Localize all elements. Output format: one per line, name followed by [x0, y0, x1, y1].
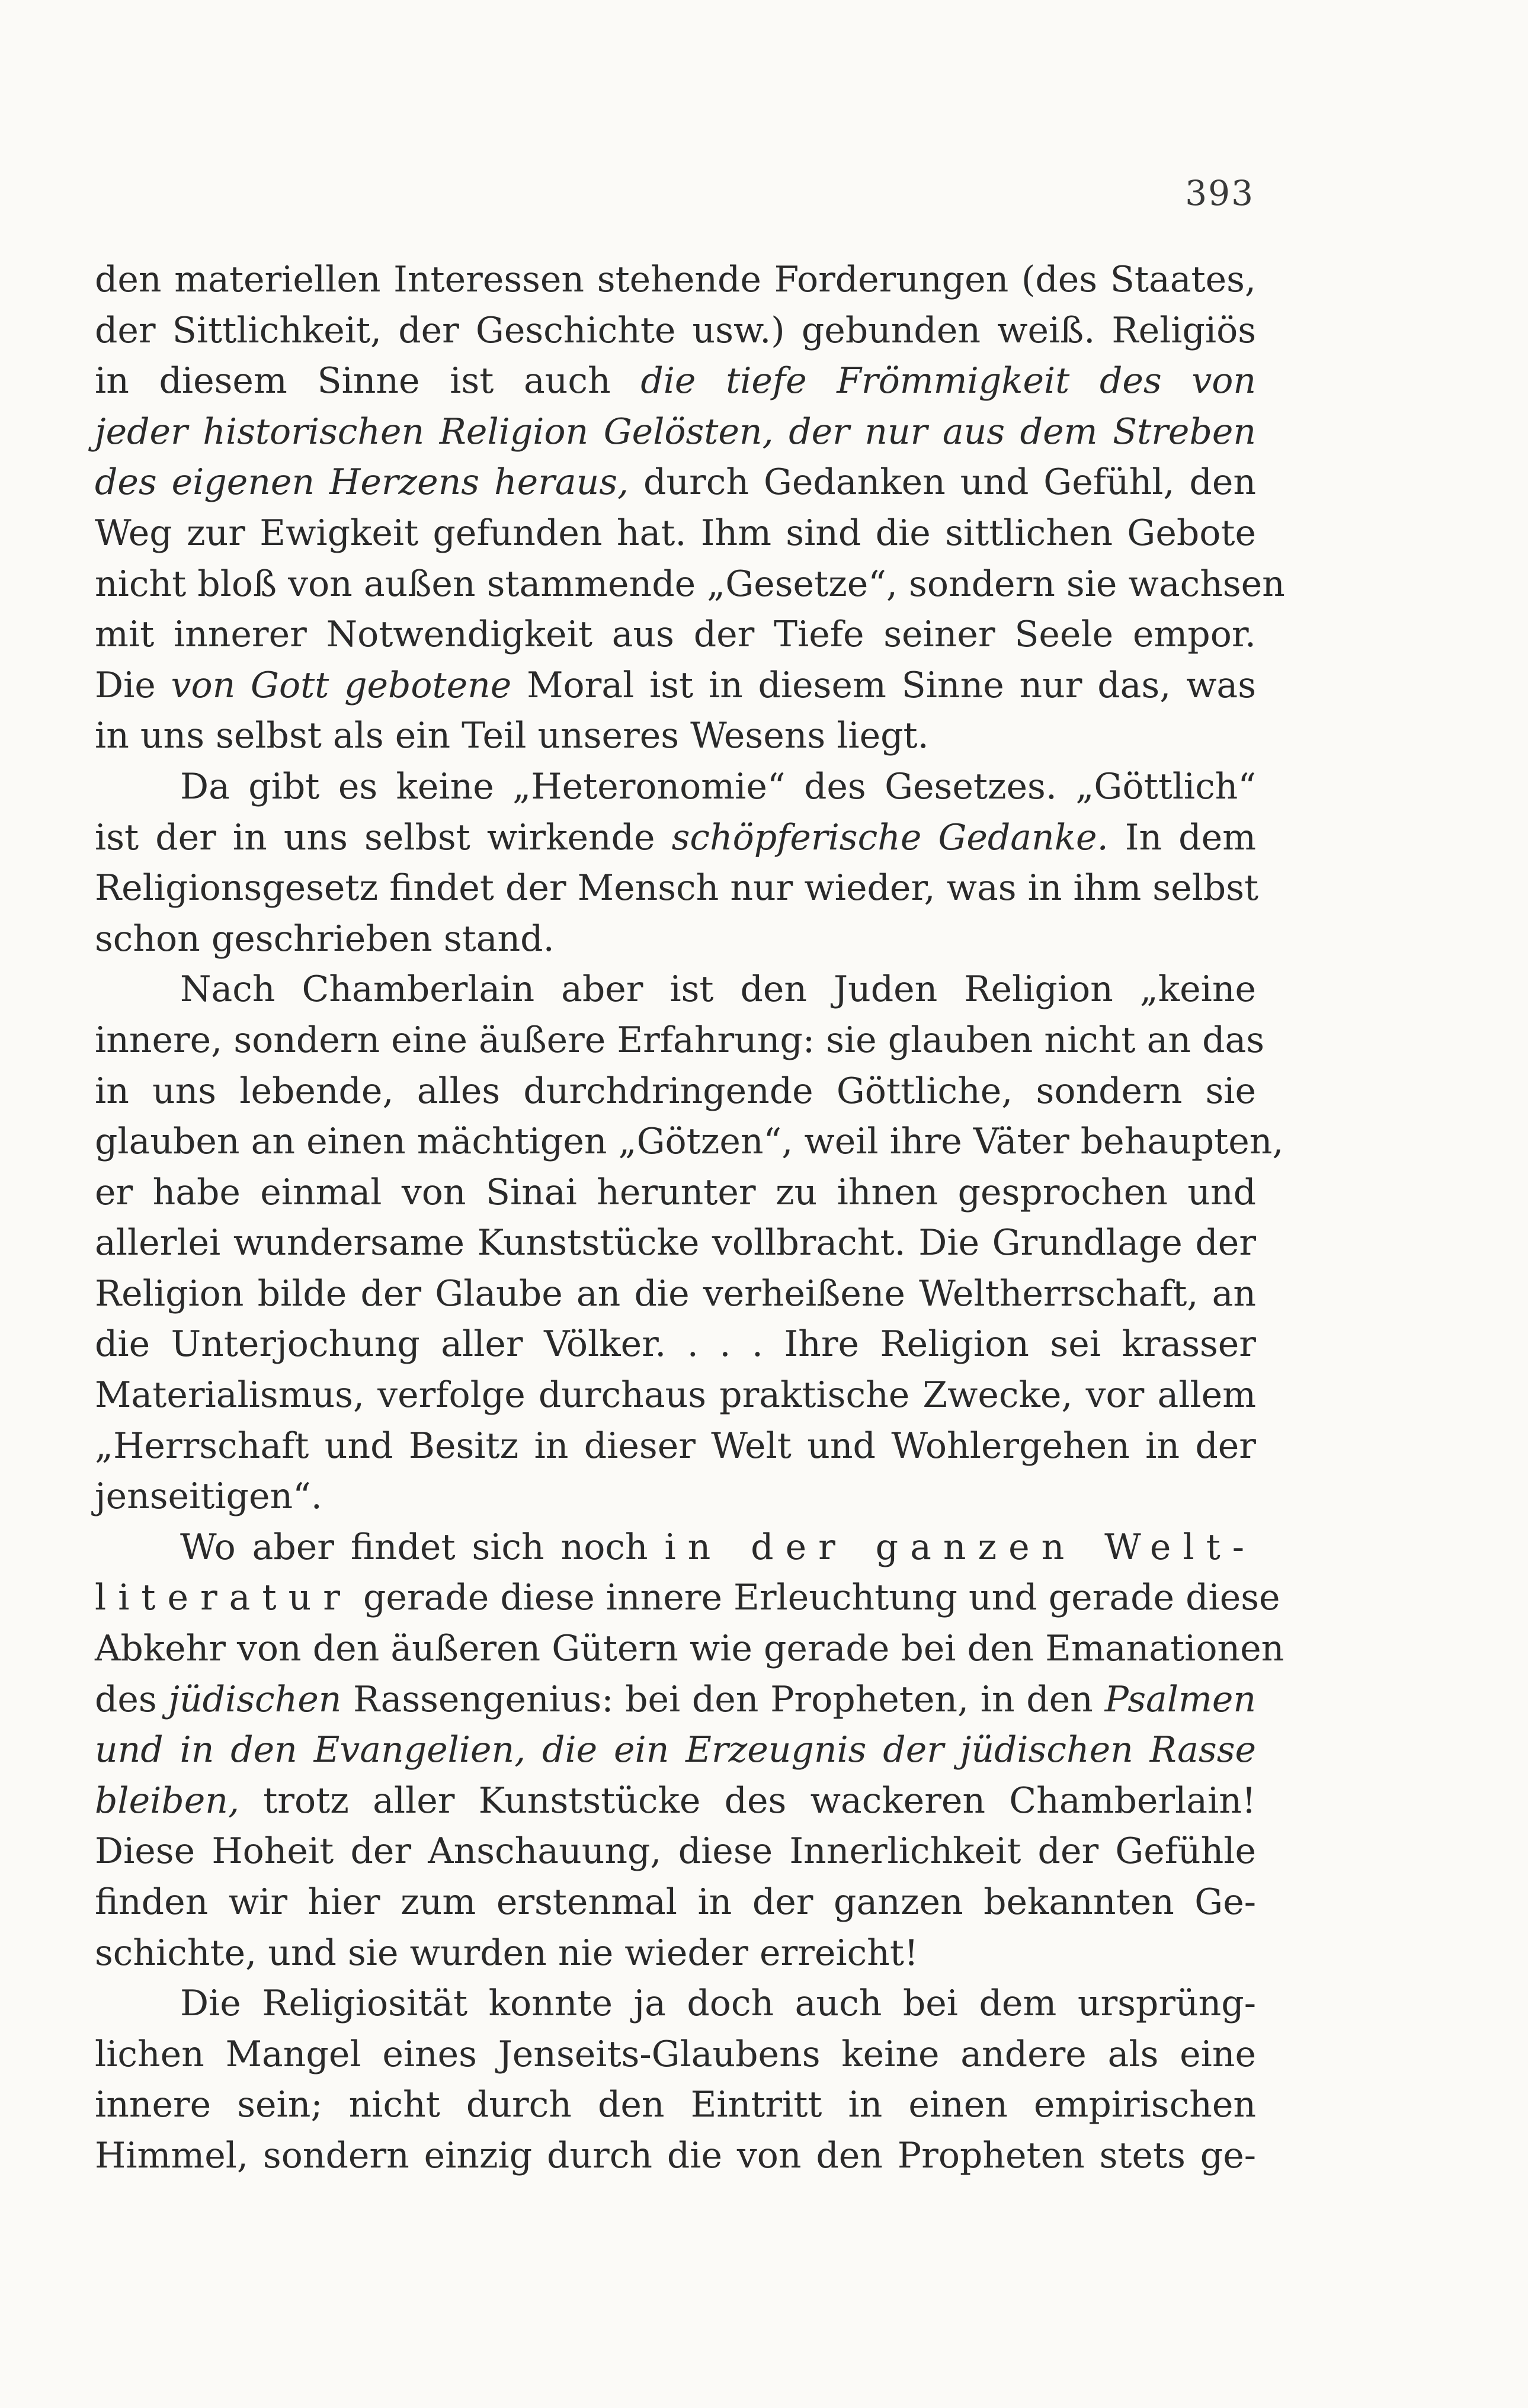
text-segment: „Herrschaft und Besitz in dieser Welt und Wohlergehen in der [95, 1425, 1256, 1467]
text-line [95, 2029, 1256, 2080]
text-segment: in uns selbst als ein Teil unseres Wesens liegt. [95, 715, 929, 757]
text-line [95, 1421, 1256, 1472]
text-line [95, 1522, 1256, 1573]
text-line [95, 863, 1259, 914]
text-segment: jenseitigen“. [95, 1476, 322, 1518]
text-line [95, 1471, 1256, 1522]
text-segment: Wo aber findet sich noch [180, 1526, 665, 1568]
text-segment: Rassengenius: bei den Propheten, in den [341, 1678, 1105, 1720]
text-line [95, 1979, 1256, 2029]
text-segment: er habe einmal von Sinai herunter zu ihnen gesprochen und [95, 1171, 1256, 1213]
text-line [95, 1117, 1284, 1168]
text-line [95, 813, 1256, 864]
text-segment: durch Gedanken und Gefühl, den [629, 461, 1256, 504]
text-line [95, 610, 1256, 660]
text-line [95, 1776, 1256, 1827]
text-segment: schichte, und sie wurden nie wieder erreicht! [95, 1932, 919, 1974]
text-line [95, 1573, 1280, 1624]
page-number: 393 [1185, 173, 1254, 213]
text-segment: glauben an einen mächtigen „Götzen“, weil ihre Väter behaupten, [95, 1121, 1284, 1163]
text-segment: mit innerer Notwendigkeit aus der Tiefe seiner Seele empor. [95, 614, 1256, 656]
text-line [95, 1877, 1256, 1928]
text-segment: in diesem Sinne ist auch [95, 360, 641, 402]
text-line [95, 306, 1256, 357]
text-segment: In dem [1108, 816, 1256, 858]
text-segment: den materiellen Interessen stehende Forderungen (des Staates, [95, 259, 1256, 300]
text-line [95, 407, 1256, 458]
text-segment: Materialismus, verfolge durchaus praktische Zwecke, vor allem [95, 1374, 1256, 1416]
text-line [95, 964, 1256, 1015]
text-segment: Die [95, 664, 171, 706]
spaced-segment: in der ganzen Welt- [664, 1526, 1256, 1568]
text-segment: finden wir hier zum erstenmal in der ganzen bekannten Ge- [95, 1881, 1256, 1923]
text-line [95, 1319, 1256, 1370]
text-segment: innere, sondern eine äußere Erfahrung: sie glauben nicht an das [95, 1019, 1265, 1061]
italic-segment: bleiben, [95, 1779, 239, 1822]
italic-segment: und in den Evangelien, die ein Erzeugnis der jüdischen Rasse [95, 1729, 1256, 1771]
italic-segment: die tiefe Frömmigkeit des von [640, 360, 1256, 402]
text-line [95, 1269, 1256, 1320]
text-segment: Abkehr von den äußeren Gütern wie gerade bei den Emanationen [95, 1628, 1284, 1670]
text-segment: Moral ist in diesem Sinne nur das, was [511, 664, 1256, 706]
text-line [95, 1066, 1256, 1117]
text-line [95, 1725, 1256, 1776]
text-line [95, 2080, 1256, 2131]
text-line [95, 660, 1256, 711]
text-segment: trotz aller Kunststücke des wackeren Chamberlain! [239, 1779, 1256, 1822]
text-segment: Weg zur Ewigkeit gefunden hat. Ihm sind die sittlichen Gebote [95, 512, 1256, 554]
text-segment: Himmel, sondern einzig durch die von den Propheten stets ge- [95, 2134, 1256, 2176]
text-line [95, 1826, 1256, 1877]
text-line [95, 1168, 1256, 1219]
text-line [95, 255, 1256, 306]
text-line [95, 559, 1285, 610]
italic-segment: jeder historischen Religion Gelösten, der nur aus dem Streben [95, 411, 1256, 453]
text-line [95, 762, 1256, 813]
text-line [95, 1370, 1256, 1421]
text-segment: lichen Mangel eines Jenseits-Glaubens keine andere als eine [95, 2033, 1256, 2075]
body-text [95, 255, 1285, 2182]
text-segment: gerade diese innere Erleuchtung und gerade diese [351, 1577, 1280, 1619]
text-segment: allerlei wundersame Kunststücke vollbracht. Die Grundlage der [95, 1222, 1256, 1264]
spaced-segment: literatur [95, 1577, 352, 1619]
italic-segment: jüdischen [168, 1678, 342, 1720]
text-segment: die Unterjochung aller Völker. . . . Ihre Religion sei krasser [95, 1323, 1256, 1365]
text-line [95, 1015, 1265, 1066]
italic-segment: des eigenen Herzens heraus, [95, 461, 629, 504]
italic-segment: von Gott gebotene [171, 664, 512, 706]
text-segment: in uns lebende, alles durchdringende Göttliche, sondern sie [95, 1070, 1256, 1112]
text-segment: schon geschrieben stand. [95, 918, 555, 960]
text-segment: Religion bilde der Glaube an die verheißene Weltherrschaft, an [95, 1272, 1256, 1314]
text-line [95, 1624, 1284, 1675]
text-line [95, 356, 1256, 407]
italic-segment: schöpferische Gedanke. [671, 816, 1109, 858]
text-line [95, 914, 1256, 965]
text-line [95, 457, 1256, 508]
text-segment: ist der in uns selbst wirkende [95, 816, 672, 858]
text-segment: Da gibt es keine „Heteronomie“ des Gesetzes. „Göttlich“ [180, 765, 1256, 807]
text-segment: Die Religiosität konnte ja doch auch bei dem ursprüng- [180, 1983, 1256, 2025]
text-segment: der Sittlichkeit, der Geschichte usw.) gebunden weiß. Religiös [95, 309, 1256, 351]
italic-segment: Psalmen [1104, 1678, 1256, 1720]
text-segment: Religionsgesetz findet der Mensch nur wieder, was in ihm selbst [95, 867, 1259, 909]
text-line [95, 711, 1256, 762]
text-line [95, 2131, 1256, 2182]
text-line [95, 508, 1256, 559]
text-segment: Nach Chamberlain aber ist den Juden Religion „keine [180, 969, 1256, 1011]
text-segment: nicht bloß von außen stammende „Gesetze“, sondern sie wachsen [95, 563, 1285, 605]
text-line [95, 1218, 1256, 1269]
text-segment: des [95, 1678, 169, 1720]
text-line [95, 1928, 1256, 1979]
text-segment: Diese Hoheit der Anschauung, diese Innerlichkeit der Gefühle [95, 1830, 1256, 1872]
text-line [95, 1675, 1256, 1726]
text-segment: innere sein; nicht durch den Eintritt in einen empirischen [95, 2084, 1256, 2126]
